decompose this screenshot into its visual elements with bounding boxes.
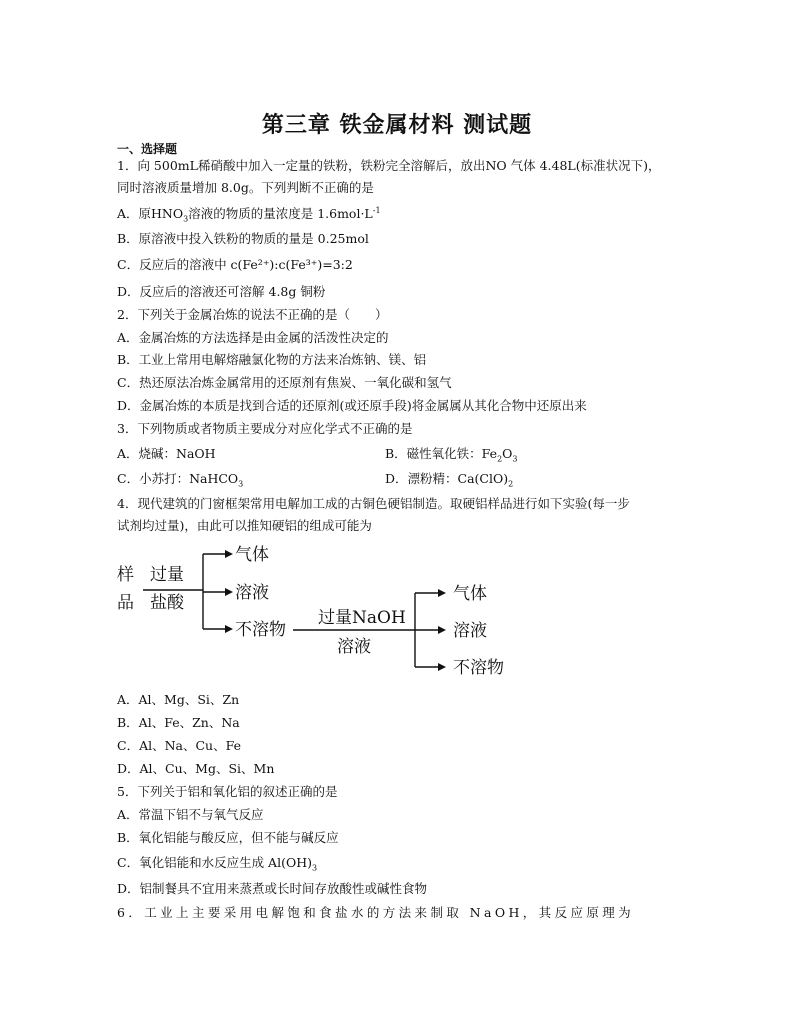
q4-stem-line2: 试剂均过量)，由此可以推知硬铝的组成可能为 [117,518,372,533]
q4-option-b: B．Al、Fe、Zn、Na [117,715,240,730]
diagram-sample-char1: 样 [117,565,134,585]
diagram-arrowhead-insoluble2 [438,663,446,671]
q6-stem: 6．工业上主要采用电解饱和食盐水的方法来制取 NaOH，其反应原理为 [117,905,635,920]
q5-option-b: B．氧化铝能与酸反应，但不能与碱反应 [117,830,339,845]
q3-option-d: D．漂粉精：$Ca(ClO)_2$ [385,471,514,489]
q3-option-b: B．磁性氧化铁：$Fe_2O_3$ [385,446,518,464]
q4-option-c: C．Al、Na、Cu、Fe [117,738,241,753]
flow-diagram [115,540,535,680]
diagram-reagent2-top: 过量NaOH [318,608,406,628]
q2-option-c: C．热还原法冶炼金属常用的还原剂有焦炭、一氧化碳和氢气 [117,375,452,390]
diagram-reagent1-bottom: 盐酸 [150,593,184,613]
section-heading: 一、选择题 [117,142,178,156]
diagram-out-insoluble2: 不溶物 [453,658,504,678]
q1-option-d: D．反应后的溶液还可溶解 4.8g 铜粉 [117,284,326,299]
diagram-reagent2-bottom: 溶液 [337,637,371,657]
q4-stem-line1: 4．现代建筑的门窗框架常用电解加工成的古铜色硬铝制造。取硬铝样品进行如下实验(每一步 [117,496,630,511]
q3-option-c: C．小苏打：NaHCO$_3$ [117,471,244,489]
q5-option-a: A．常温下铝不与氧气反应 [117,807,264,822]
diagram-out-insoluble1: 不溶物 [235,620,286,640]
q4-option-d: D．Al、Cu、Mg、Si、Mn [117,761,275,776]
diagram-arrowhead-gas1 [225,550,233,558]
q5-option-d: D．铝制餐具不宜用来蒸煮或长时间存放酸性或碱性食物 [117,881,428,896]
page-title: 第三章 铁金属材料 测试题 [261,112,533,138]
diagram-sample-char2: 品 [117,593,134,613]
diagram-arrowhead-solution1 [225,588,233,596]
q5-stem: 5．下列关于铝和氧化铝的叙述正确的是 [117,784,338,799]
q2-option-d: D．金属冶炼的本质是找到合适的还原剂(或还原手段)将金属属从其化合物中还原出来 [117,398,587,413]
q1-option-a: A．原$HNO_3$溶液的物质的量浓度是 $1.6mol\cdot L^{-1}$ [117,205,381,224]
q5-option-c: C．氧化铝能和水反应生成 $Al(OH)_3$ [117,855,318,873]
diagram-arrowhead-insoluble1 [225,625,233,633]
diagram-out-solution2: 溶液 [453,621,487,641]
diagram-arrowhead-solution2 [438,626,446,634]
q3-option-a: A．烧碱：NaOH [117,446,216,461]
diagram-arrowhead-gas2 [438,589,446,597]
q2-option-a: A．金属冶炼的方法选择是由金属的活泼性决定的 [117,330,389,345]
q1-stem-line2: 同时溶液质量增加 8.0g。下列判断不正确的是 [117,180,374,195]
diagram-out-gas2: 气体 [453,584,487,604]
diagram-out-gas1: 气体 [235,545,269,565]
q1-stem-line1: 1．向 500mL稀硝酸中加入一定量的铁粉，铁粉完全溶解后，放出NO 气体 4.48L(标准状况下)， [117,158,661,173]
diagram-reagent1-top: 过量 [150,565,184,585]
q2-stem: 2．下列关于金属冶炼的说法不正确的是（ ） [117,307,388,322]
q2-option-b: B．工业上常用电解熔融氯化物的方法来冶炼钠、镁、铝 [117,352,427,367]
q4-option-a: A．Al、Mg、Si、Zn [117,692,240,707]
q1-option-b: B．原溶液中投入铁粉的物质的量是 0.25mol [117,231,369,246]
q3-stem: 3．下列物质或者物质主要成分对应化学式不正确的是 [117,421,413,436]
diagram-out-solution1: 溶液 [235,583,269,603]
q1-option-c: C．反应后的溶液中 c(Fe²⁺):c(Fe³⁺)=3:2 [117,257,353,272]
